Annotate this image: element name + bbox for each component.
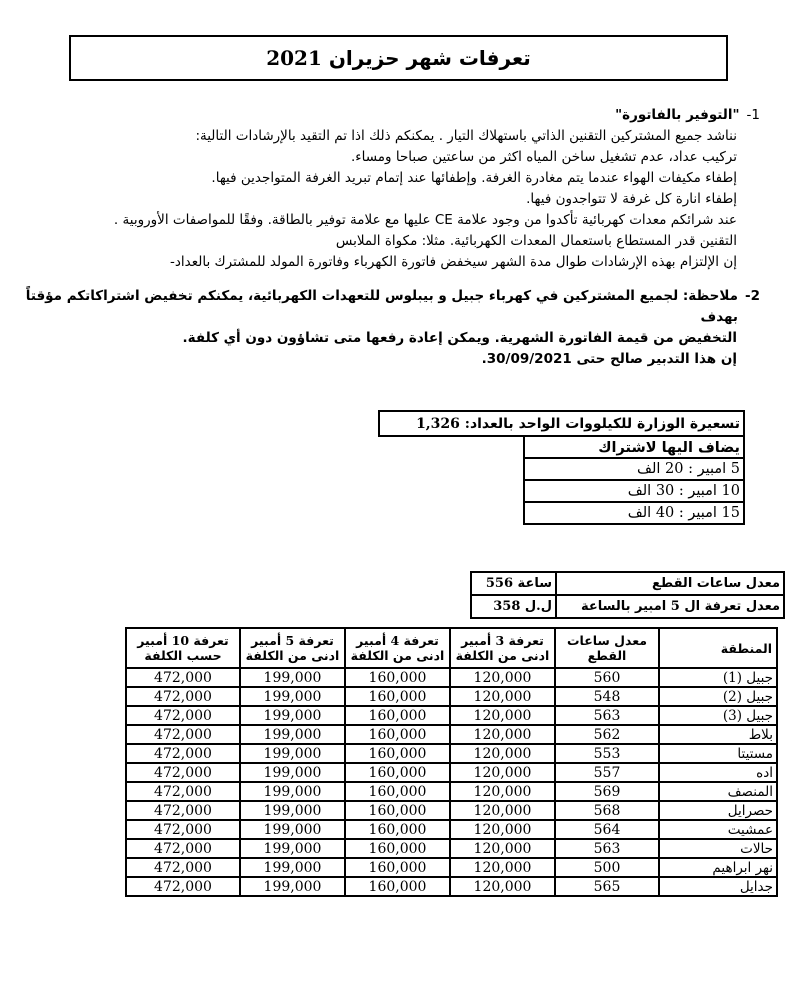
tariff-10a-column-header: [126, 628, 240, 668]
region-row: [126, 782, 777, 801]
tariff-3a-cell: 120,000: [450, 668, 555, 687]
section1-line-6: التقنين قدر المستطاع باستعمال المعدات الكهربائية. مثلا: مكواة الملابس: [335, 233, 737, 249]
section1-line-7: إن الإلتزام بهذه الإرشادات طوال مدة الشهر سيخفض فاتورة الكهرباء وفاتورة المولد للمشترك بالعداد-: [169, 254, 737, 270]
ministry-kwh-tariff-table: [378, 410, 745, 525]
cutoff-hours-cell: 563: [555, 839, 659, 858]
tariff-5a-cell: 199,000: [240, 725, 345, 744]
tariff-3a-header-line-2: ادنى من الكلفة: [455, 648, 550, 663]
region-row: [126, 725, 777, 744]
section1-line-3: إطفاء مكيفات الهواء عندما يتم مغادرة الغرفة. وإطفائها عند إتمام تبريد الغرفة المتواجدين فيها.: [211, 170, 737, 186]
tariff-4a-cell: 160,000: [345, 687, 450, 706]
tariff-4a-cell: 160,000: [345, 725, 450, 744]
tariff-4a-column-header: [345, 628, 450, 668]
empty-cell: [379, 436, 524, 458]
tariff-5a-cell: 199,000: [240, 839, 345, 858]
tariff-4a-cell: 160,000: [345, 839, 450, 858]
cutoff-hours-cell: 560: [555, 668, 659, 687]
document-title: تعرفات شهر حزيران 2021: [266, 46, 531, 70]
tariff-3a-cell: 120,000: [450, 725, 555, 744]
document-title-box: [69, 35, 728, 81]
cutoff-hours-cell: 563: [555, 706, 659, 725]
subscription-subheader-row: [379, 436, 744, 458]
tariff-5a-header-line-2: ادنى من الكلفة: [245, 648, 340, 663]
cutoff-hours-cell: 569: [555, 782, 659, 801]
tariff-3a-header-line-1: تعرفة 3 أمبير: [461, 633, 544, 648]
tariff-4a-cell: 160,000: [345, 763, 450, 782]
region-cell: جبيل (2): [659, 687, 777, 706]
region-row: [126, 687, 777, 706]
tariff-5a-cell: 199,000: [240, 858, 345, 877]
region-cell: اده: [659, 763, 777, 782]
tariff-10a-header-line-2: حسب الكلفة: [144, 648, 222, 663]
tariff-5a-cell: 199,000: [240, 687, 345, 706]
subscription-amp-cell: 10 امبير : 30 الف: [524, 480, 744, 502]
empty-cell: [379, 480, 524, 502]
region-cell: عمشيت: [659, 820, 777, 839]
tariff-3a-cell: 120,000: [450, 801, 555, 820]
tariff-5a-cell: 199,000: [240, 801, 345, 820]
subscription-row: [379, 480, 744, 502]
empty-cell: [379, 502, 524, 524]
region-row: [126, 839, 777, 858]
tariff-10a-cell: 472,000: [126, 744, 240, 763]
region-row: [126, 744, 777, 763]
tariff-10a-cell: 472,000: [126, 763, 240, 782]
region-row: [126, 877, 777, 896]
summary-row: [471, 595, 784, 618]
region-row: [126, 820, 777, 839]
tariff-3a-cell: 120,000: [450, 820, 555, 839]
cutoff-hours-cell: 500: [555, 858, 659, 877]
region-cell: حصرايل: [659, 801, 777, 820]
section2-number: 2-: [744, 288, 760, 304]
section1-heading: "التوفير بالفاتورة": [615, 107, 740, 123]
section1-line-2: تركيب عداد، عدم تشغيل ساخن المياه اكثر من ساعتين صباحا ومساء.: [351, 149, 737, 165]
region-cell: جدايل: [659, 877, 777, 896]
tariff-10a-cell: 472,000: [126, 858, 240, 877]
region-row: [126, 706, 777, 725]
region-cell: بلاط: [659, 725, 777, 744]
tariff-4a-cell: 160,000: [345, 706, 450, 725]
ministry-caption-row: [379, 411, 744, 436]
region-cell: حالات: [659, 839, 777, 858]
tariff-5a-column-header: [240, 628, 345, 668]
cutoff-hours-cell: 557: [555, 763, 659, 782]
summary-row: [471, 572, 784, 595]
tariff-5a-cell: 199,000: [240, 820, 345, 839]
cutoff-hours-cell: 564: [555, 820, 659, 839]
section2-heading-row: [20, 286, 760, 328]
tariff-3a-column-header: [450, 628, 555, 668]
tariff-10a-cell: 472,000: [126, 877, 240, 896]
tariff-4a-cell: 160,000: [345, 820, 450, 839]
region-cell: المنصف: [659, 782, 777, 801]
tariff-3a-cell: 120,000: [450, 706, 555, 725]
region-header-line-1: المنطقة: [720, 640, 772, 656]
region-row: [126, 668, 777, 687]
cutoff-hours-cell: 553: [555, 744, 659, 763]
tariff-10a-cell: 472,000: [126, 668, 240, 687]
cutoff-summary-table: [470, 571, 785, 619]
subscription-row: [379, 458, 744, 480]
tariff-4a-header-line-1: تعرفة 4 أمبير: [356, 633, 439, 648]
tariff-4a-cell: 160,000: [345, 801, 450, 820]
section1-heading-row: [20, 105, 760, 126]
cutoff-hours-cell: 562: [555, 725, 659, 744]
summary-label: معدل ساعات القطع: [556, 572, 784, 595]
tariff-3a-cell: 120,000: [450, 782, 555, 801]
region-column-header: [659, 628, 777, 668]
tariff-5a-cell: 199,000: [240, 744, 345, 763]
tariff-10a-cell: 472,000: [126, 687, 240, 706]
tariff-10a-cell: 472,000: [126, 706, 240, 725]
section1-body: [20, 126, 760, 273]
region-cell: جبيل (1): [659, 668, 777, 687]
cutoff-hours-column-header: [555, 628, 659, 668]
tariff-3a-cell: 120,000: [450, 839, 555, 858]
summary-label: معدل تعرفة ال 5 امبير بالساعة: [556, 595, 784, 618]
tariff-5a-cell: 199,000: [240, 668, 345, 687]
tariff-10a-cell: 472,000: [126, 801, 240, 820]
tariff-4a-cell: 160,000: [345, 782, 450, 801]
region-row: [126, 801, 777, 820]
section2-first-line: ملاحظة: لجميع المشتركين في كهرباء جبيل و بيبلوس للتعهدات الكهربائية، يمكنكم تخفيض اشتراكاتكم مؤقتاً بهدف: [25, 288, 738, 325]
section1-number: 1-: [746, 107, 760, 123]
tariff-4a-header-line-2: ادنى من الكلفة: [350, 648, 445, 663]
section1-line-1: نناشد جميع المشتركين التقنين الذاتي باستهلاك التيار . يمكنكم ذلك اذا تم التقيد بالإرشادات التالية:: [195, 128, 737, 144]
ministry-kwh-price-caption: تسعيرة الوزارة للكيلووات الواحد بالعداد: 1,326: [379, 411, 744, 436]
tariff-5a-cell: 199,000: [240, 782, 345, 801]
empty-cell: [379, 458, 524, 480]
tariff-5a-header-line-1: تعرفة 5 أمبير: [251, 633, 334, 648]
regions-table-header-row: [126, 628, 777, 668]
tariff-3a-cell: 120,000: [450, 877, 555, 896]
region-row: [126, 763, 777, 782]
section2-body: [20, 328, 760, 370]
tariff-5a-cell: 199,000: [240, 706, 345, 725]
tariff-5a-cell: 199,000: [240, 877, 345, 896]
summary-value: ساعة 556: [471, 572, 556, 595]
subscription-row: [379, 502, 744, 524]
region-cell: مستيتا: [659, 744, 777, 763]
document-page: [0, 35, 797, 995]
tariff-3a-cell: 120,000: [450, 858, 555, 877]
section2-line-3: إن هذا التدبير صالح حتى 30/09/2021.: [481, 351, 737, 367]
tariff-10a-cell: 472,000: [126, 820, 240, 839]
section-billing-savings: [20, 105, 760, 273]
cutoff-hours-cell: 548: [555, 687, 659, 706]
section2-line-2: التخفيض من قيمة الفاتورة الشهرية. ويمكن إعادة رفعها متى تشاؤون دون أي كلفة.: [182, 330, 737, 346]
summary-value: ل.ل 358: [471, 595, 556, 618]
region-cell: جبيل (3): [659, 706, 777, 725]
regions-tariff-table: [125, 627, 778, 897]
cutoff-hours-cell: 568: [555, 801, 659, 820]
tariff-10a-cell: 472,000: [126, 839, 240, 858]
tariff-4a-cell: 160,000: [345, 668, 450, 687]
section1-line-4: إطفاء انارة كل غرفة لا تتواجدون فيها.: [526, 191, 737, 207]
subscription-subheader: يضاف اليها لاشتراك: [524, 436, 744, 458]
tariff-4a-cell: 160,000: [345, 744, 450, 763]
region-row: [126, 858, 777, 877]
tariff-4a-cell: 160,000: [345, 877, 450, 896]
tariff-10a-header-line-1: تعرفة 10 أمبير: [137, 633, 229, 648]
tariff-3a-cell: 120,000: [450, 687, 555, 706]
cutoff-hours-cell: 565: [555, 877, 659, 896]
subscription-amp-cell: 5 امبير : 20 الف: [524, 458, 744, 480]
tariff-4a-cell: 160,000: [345, 858, 450, 877]
tariff-3a-cell: 120,000: [450, 744, 555, 763]
section-note: [20, 286, 760, 370]
subscription-amp-cell: 15 امبير : 40 الف: [524, 502, 744, 524]
section1-line-5: عند شرائكم معدات كهربائية تأكدوا من وجود علامة CE عليها مع علامة توفير بالطاقة. وفقًا للمواصفات الأوروبية .: [113, 212, 737, 228]
region-cell: نهر ابراهيم: [659, 858, 777, 877]
cutoff-hours-header-line-1: معدل ساعات القطع: [567, 633, 647, 663]
tariff-3a-cell: 120,000: [450, 763, 555, 782]
tariff-10a-cell: 472,000: [126, 782, 240, 801]
tariff-10a-cell: 472,000: [126, 725, 240, 744]
tariff-5a-cell: 199,000: [240, 763, 345, 782]
